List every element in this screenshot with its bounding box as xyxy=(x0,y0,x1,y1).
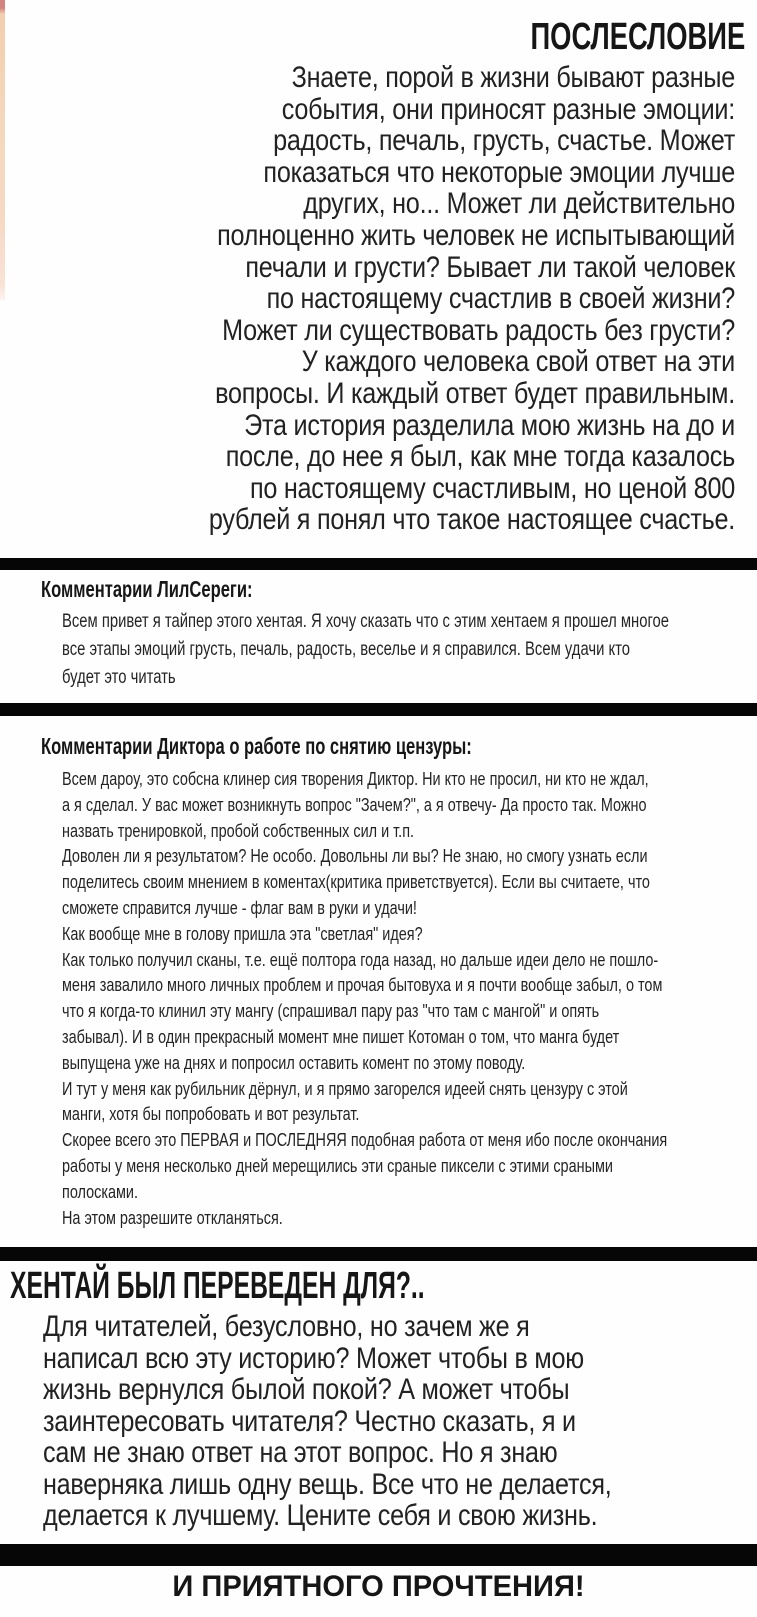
section-divider-bar xyxy=(0,703,757,716)
text-line: написал всю эту историю? Может чтобы в мою xyxy=(43,1341,584,1375)
text-line: печали и грусти? Бывает ли такой человек xyxy=(245,250,735,284)
text-line: полноценно жить человек не испытывающий xyxy=(217,218,735,252)
text-line: Доволен ли я результатом? Не особо. Довольны ли вы? Не знаю, но смогу узнать если xyxy=(62,845,648,867)
footer-divider-bar xyxy=(0,1544,757,1566)
text-line: Может ли существовать радость без грусти? xyxy=(222,313,735,347)
text-line: все этапы эмоций грусть, печаль, радость, веселье и я справился. Всем удачи кто xyxy=(62,638,631,660)
text-line: что я когда-то клинил эту мангу (спрашивал пару раз "что там с мангой" и опять xyxy=(62,1000,600,1022)
text-line: Скорее всего это ПЕРВАЯ и ПОСЛЕДНЯЯ подобная работа от меня ибо после окончания xyxy=(62,1129,668,1151)
translated-for-paragraph xyxy=(43,1311,611,1532)
text-line: по настоящему счастливым, но ценой 800 xyxy=(249,471,735,505)
text-line: наверняка лишь одну вещь. Все что не делается, xyxy=(43,1467,612,1501)
text-line: Всем дароу, это собсна клинер сия творения Диктор. Ни кто не просил, ни кто не ждал, xyxy=(62,768,649,789)
text-line: делается к лучшему. Цените себя и свою жизнь. xyxy=(43,1499,598,1532)
afterword-paragraph xyxy=(130,62,735,536)
text-line: меня завалило много личных проблем и прочая бытовуха и я почти вообще забыл, о том xyxy=(62,974,663,996)
text-line: а я сделал. У вас может возникнуть вопрос "Зачем?", а я отвечу- Да просто так. Можно xyxy=(62,793,647,815)
section-divider-bar xyxy=(0,558,757,570)
page-edge-strip xyxy=(0,0,5,300)
cleaner-comment-paragraph xyxy=(62,766,667,1230)
text-line: Как вообще мне в голову пришла эта "светлая" идея? xyxy=(62,922,423,944)
afterword-heading: ПОСЛЕСЛОВИЕ xyxy=(530,16,745,58)
text-line: работы у меня несколько дней мерещились эти сраные пиксели с этими сраными xyxy=(62,1154,613,1176)
text-line: по настоящему счастлив в своей жизни? xyxy=(266,282,735,316)
cleaner-comment-heading: Комментарии Диктора о работе по снятию цензуры: xyxy=(41,733,472,759)
text-line: сам не знаю ответ на этот вопрос. Но я знаю xyxy=(43,1436,558,1469)
text-line: На этом разрешите откланяться. xyxy=(62,1206,283,1228)
text-line: забывал). И в один прекрасный момент мне пишет Котоман о том, что манга будет xyxy=(62,1025,620,1047)
text-line: жизнь вернулся былой покой? А может чтобы xyxy=(43,1373,570,1406)
text-line: У каждого человека свой ответ на эти xyxy=(301,345,735,379)
text-line: радость, печаль, грусть, счастье. Может xyxy=(273,124,735,158)
text-line: Для читателей, безусловно, но зачем же я xyxy=(43,1310,530,1343)
typesetter-comment-paragraph xyxy=(62,607,669,691)
text-line: события, они приносят разные эмоции: xyxy=(281,92,735,126)
text-line: сможете справится лучше - флаг вам в руки и удачи! xyxy=(62,896,417,918)
text-line: Эта история разделила мою жизнь на до и xyxy=(244,408,735,442)
text-line: рублей я понял что такое настоящее счастье. xyxy=(208,503,736,537)
typesetter-comment-heading: Комментарии ЛилСереги: xyxy=(41,576,253,602)
text-line: вопросы. И каждый ответ будет правильным. xyxy=(215,376,735,410)
text-line: выпущена уже на днях и попросил оставить комент по этому поводу. xyxy=(62,1051,526,1073)
section-divider-bar xyxy=(0,1247,757,1261)
text-line: будет это читать xyxy=(62,666,176,688)
text-line: Как только получил сканы, т.е. ещё полтора года назад, но дальше идеи дело не пошло- xyxy=(62,948,659,970)
text-line: после, до нее я был, как мне тогда казалось xyxy=(225,440,735,474)
text-line: назвать тренировкой, пробой собственных сил и т.п. xyxy=(62,819,415,841)
enjoy-reading-banner: И ПРИЯТНОГО ПРОЧТЕНИЯ! xyxy=(172,1570,585,1603)
text-line: Знаете, порой в жизни бывают разные xyxy=(291,61,735,94)
translated-for-heading: ХЕНТАЙ БЫЛ ПЕРЕВЕДЕН ДЛЯ?.. xyxy=(10,1265,425,1307)
text-line: манги, хотя бы попробовать и вот результат. xyxy=(62,1103,360,1125)
text-line: показаться что некоторые эмоции лучше xyxy=(263,155,735,189)
text-line: Всем привет я тайпер этого хентая. Я хочу сказать что с этим хентаем я прошел многое xyxy=(62,610,670,632)
text-line: полосками. xyxy=(62,1180,139,1202)
text-line: поделитесь своим мнением в коментах(критика приветствуется). Если вы считаете, что xyxy=(62,871,650,893)
text-line: других, но... Может ли действительно xyxy=(303,187,735,221)
text-line: заинтересовать читателя? Честно сказать, я и xyxy=(43,1404,576,1438)
text-line: И тут у меня как рубильник дёрнул, и я прямо загорелся идеей снять цензуру с этой xyxy=(62,1077,628,1099)
